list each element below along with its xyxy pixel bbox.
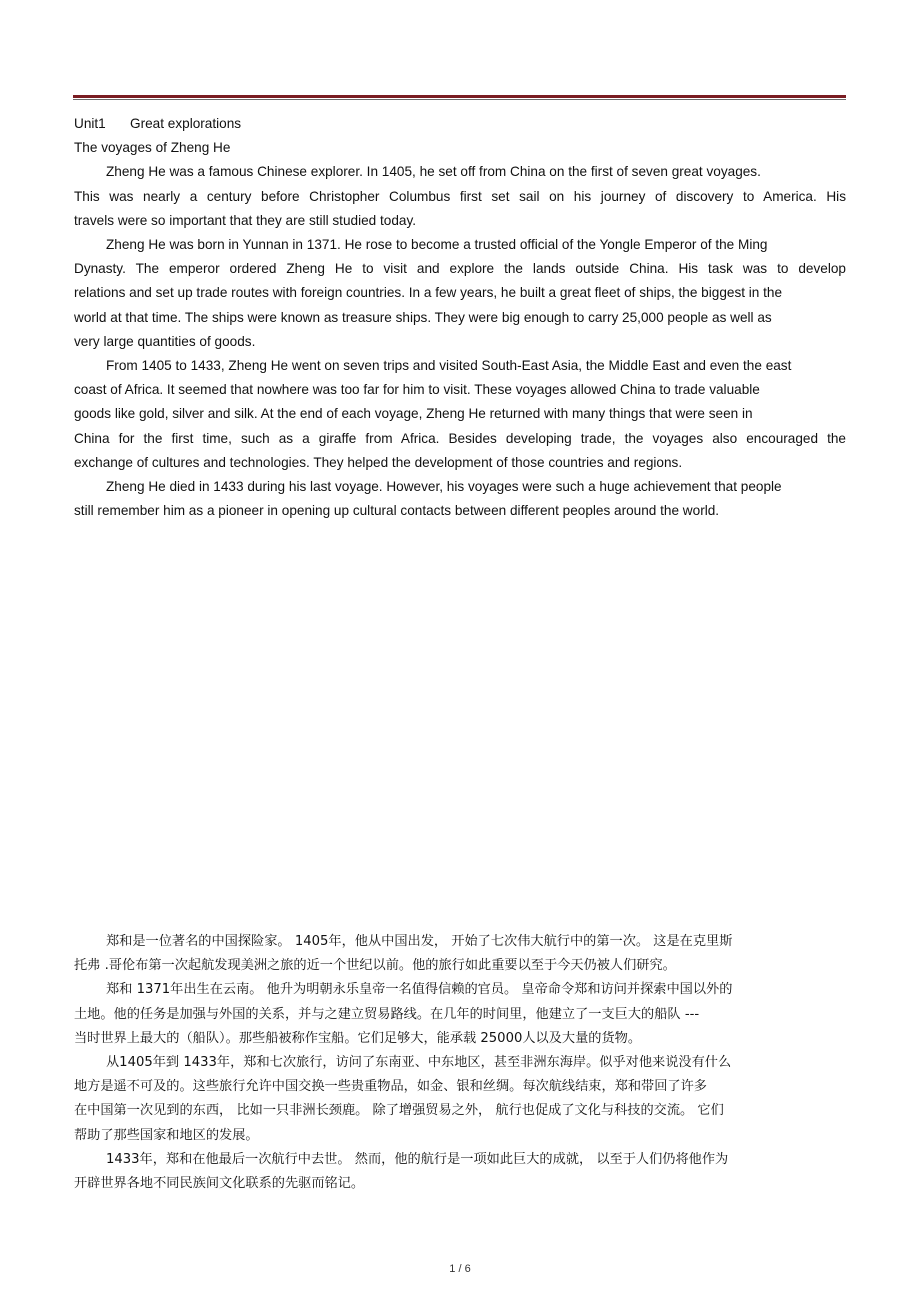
en-p2-line: relations and set up trade routes with foreign countries. In a few years, he built a great fleet of ships, the biggest in the (74, 285, 783, 301)
zh-p2-line: 土地。他的任务是加强与外国的关系，并与之建立贸易路线。在几年的时间里，他建立了一支巨大的船队 --- (74, 1006, 700, 1022)
zh-p3-line: 地方是遥不可及的。这些旅行允许中国交换一些贵重物品，如金、银和丝绸。每次航线结束，郑和带回了许多 (74, 1079, 707, 1095)
en-p4-line: still remember him as a pioneer in opening up cultural contacts between different peoples around the world. (74, 503, 720, 519)
unit-title: Great explorations (130, 116, 242, 131)
zh-p1-line: 托弗 .哥伦布第一次起航发现美洲之旅的近一个世纪以前。他的旅行如此重要以至于今天仍被人们研究。 (74, 958, 676, 974)
page-number: 1 / 6 (449, 1263, 471, 1275)
en-p2-line: very large quantities of goods. (74, 333, 256, 349)
zh-p4-line: 开辟世界各地不同民族间文化联系的先驱而铭记。 (74, 1176, 365, 1192)
zh-p3-line: 在中国第一次见到的东西， 比如一只非洲长颈鹿。 除了增强贸易之外， 航行也促成了文化与科技的交流。 它们 (74, 1103, 724, 1119)
en-p1-line: travels were so important that they are still studied today. (74, 212, 417, 228)
english-text (74, 112, 846, 523)
en-p2-line: Zheng He was born in Yunnan in 1371. He rose to become a trusted official of the Yongle Emperor of the Ming (106, 237, 768, 253)
en-p2-line: Dynasty. The emperor ordered Zheng He to visit and explore the lands outside China. His task was to develop (74, 261, 846, 277)
zh-p2-line: 郑和 1371年出生在云南。 他升为明朝永乐皇帝一名值得信赖的官员。 皇帝命令郑和访问并探索中国以外的 (106, 982, 733, 998)
header-rule (73, 95, 846, 98)
unit-heading (74, 112, 846, 136)
en-p3-line: coast of Africa. It seemed that nowhere was too far for him to visit. These voyages allowed China to trade valuable (74, 382, 760, 398)
en-p4-line: Zheng He died in 1433 during his last voyage. However, his voyages were such a huge achievement that people (106, 479, 782, 495)
unit-label: Unit1 (74, 116, 106, 131)
en-p1-line: This was nearly a century before Christopher Columbus first set sail on his journey of discovery to America. His (74, 188, 846, 204)
en-p3-line: goods like gold, silver and silk. At the end of each voyage, Zheng He returned with many things that were seen in (74, 406, 753, 422)
en-p3-line: exchange of cultures and technologies. They helped the development of those countries and regions. (74, 454, 683, 470)
zh-p4-line: 1433年，郑和在他最后一次航行中去世。 然而，他的航行是一项如此巨大的成就， 以至于人们仍将他作为 (106, 1151, 729, 1167)
en-p3-line: From 1405 to 1433, Zheng He went on seven trips and visited South-East Asia, the Middle East and even the east (106, 358, 792, 374)
zh-p3-line: 帮助了那些国家和地区的发展。 (74, 1127, 259, 1143)
zh-p1-line: 郑和是一位著名的中国探险家。 1405年，他从中国出发， 开始了七次伟大航行中的第一次。 这是在克里斯 (106, 934, 733, 949)
zh-p2-line: 当时世界上最大的（船队）。那些船被称作宝船。它们足够大，能承载 25000人以及大量的货物。 (74, 1030, 642, 1046)
zh-p3-line: 从1405年到 1433年，郑和七次旅行，访问了东南亚、中东地区，甚至非洲东海岸。似乎对他来说没有什么 (106, 1055, 732, 1071)
en-p2-line: world at that time. The ships were known as treasure ships. They were big enough to carry 25,000 people as well as (74, 309, 772, 325)
chinese-text (74, 930, 846, 1196)
en-p1-line: Zheng He was a famous Chinese explorer. In 1405, he set off from China on the first of seven great voyages. (106, 164, 761, 180)
en-p3-line: China for the first time, such as a giraffe from Africa. Besides developing trade, the voyages also encouraged the (74, 430, 846, 446)
header-rule-thin (73, 99, 846, 100)
article-title: The voyages of Zheng He (74, 140, 231, 156)
